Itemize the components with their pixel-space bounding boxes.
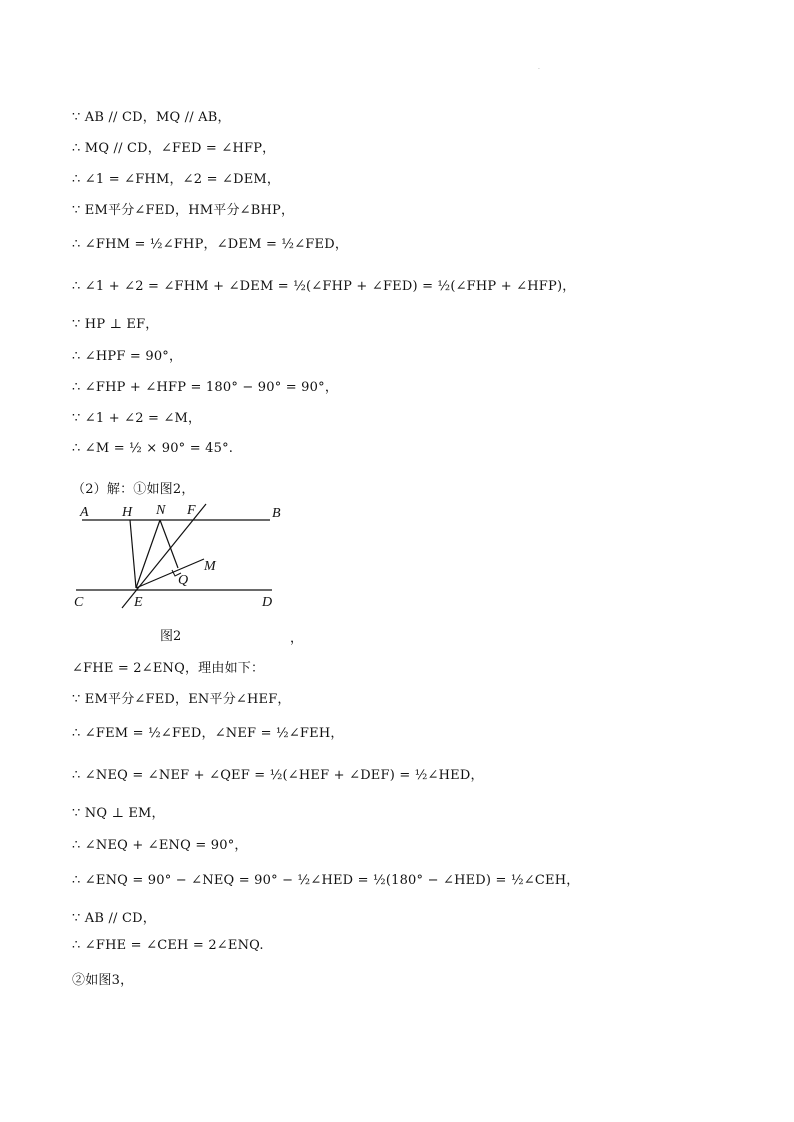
label-n: N [156, 503, 166, 518]
line-he [130, 520, 136, 588]
label-h: H [122, 505, 133, 520]
text-line: ∴ ∠FHP + ∠HFP = 180° − 90° = 90°， [72, 380, 339, 395]
text-line: ∵ AB // CD，MQ // AB， [72, 110, 231, 125]
text-line: ∴ ∠NEQ + ∠ENQ = 90°， [72, 838, 248, 853]
text-line: ∴ ∠NEQ = ∠NEF + ∠QEF = ½(∠HEF + ∠DEF) = ½∠HED， [72, 768, 484, 783]
text-line: ∵ EM平分∠FED，EN平分∠HEF， [72, 692, 291, 707]
label-b: B [272, 506, 281, 521]
label-e: E [134, 595, 143, 610]
scan-speck: · [538, 66, 540, 73]
text-line: ∵ AB // CD， [72, 911, 156, 926]
label-m: M [204, 559, 216, 574]
figure-2-svg [72, 500, 292, 620]
label-a: A [80, 505, 89, 520]
line-nq [160, 520, 178, 568]
text-line: ②如图3， [72, 973, 134, 988]
label-c: C [74, 595, 84, 610]
text-line: ∵ EM平分∠FED，HM平分∠BHP， [72, 203, 295, 218]
text-line: ∴ MQ // CD，∠FED = ∠HFP， [72, 141, 276, 156]
geometry-figure-2 [72, 500, 292, 620]
figure-caption: 图2 [160, 629, 182, 644]
figure-trailing-comma: ， [290, 631, 304, 646]
text-line: ∴ ∠FEM = ½∠FED，∠NEF = ½∠FEH， [72, 726, 344, 741]
text-line: ∴ ∠1 = ∠FHM，∠2 = ∠DEM， [72, 172, 281, 187]
line-em [136, 559, 204, 588]
text-line: ∠FHE = 2∠ENQ，理由如下： [72, 661, 265, 676]
text-line: ∴ ∠1 + ∠2 = ∠FHM + ∠DEM = ½(∠FHP + ∠FED) = ½(∠FHP + ∠HFP)， [72, 279, 576, 294]
label-f: F [187, 503, 196, 518]
text-line: （2）解：①如图2， [72, 482, 195, 497]
line-ne [136, 520, 160, 588]
label-q: Q [178, 573, 189, 588]
text-line: ∵ ∠1 + ∠2 = ∠M， [72, 411, 202, 426]
text-line: ∵ NQ ⊥ EM， [72, 806, 165, 821]
text-line: ∴ ∠FHM = ½∠FHP，∠DEM = ½∠FED， [72, 237, 349, 252]
text-line: ∴ ∠HPF = 90°， [72, 349, 183, 364]
text-line: ∴ ∠FHE = ∠CEH = 2∠ENQ. [72, 938, 264, 953]
text-line: ∵ HP ⊥ EF， [72, 317, 159, 332]
text-line: ∴ ∠ENQ = 90° − ∠NEQ = 90° − ½∠HED = ½(180° − ∠HED) = ½∠CEH， [72, 873, 580, 888]
label-d: D [262, 595, 273, 610]
text-line: ∴ ∠M = ½ × 90° = 45°. [72, 441, 234, 456]
